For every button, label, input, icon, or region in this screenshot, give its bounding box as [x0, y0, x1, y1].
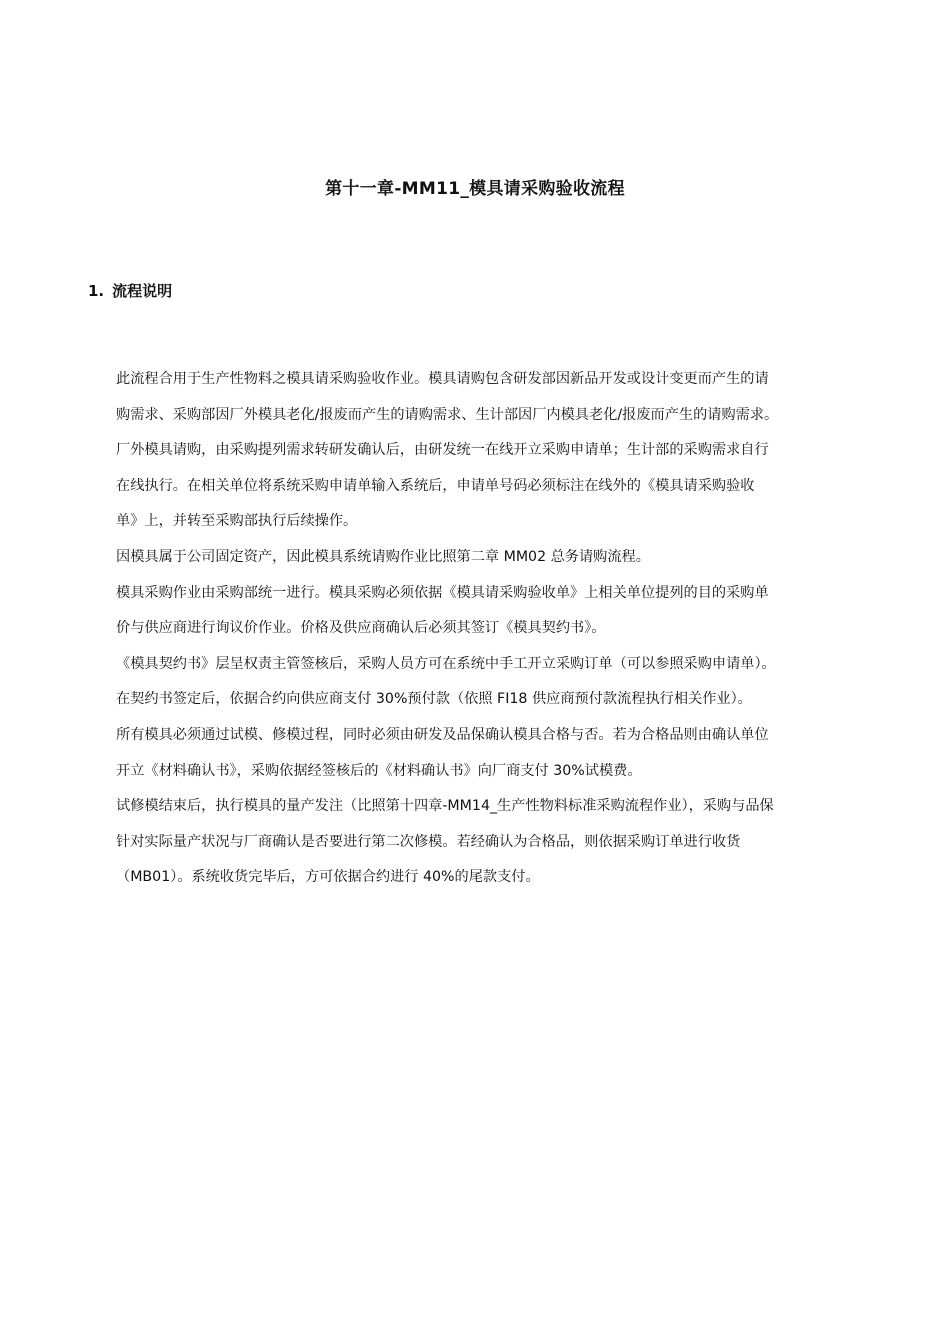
- paragraph-line: 因模具属于公司固定资产，因此模具系统请购作业比照第二章 MM02 总务请购流程。: [116, 548, 650, 565]
- section-title: 流程说明: [112, 282, 173, 300]
- section-number: 1.: [88, 282, 105, 300]
- paragraph-line: 单》上，并转至采购部执行后续操作。: [116, 513, 358, 530]
- paragraph-line: 价与供应商进行询议价作业。价格及供应商确认后必须其签订《模具契约书》。: [116, 620, 606, 637]
- paragraph-line: 针对实际量产状况与厂商确认是否要进行第二次修模。若经确认为合格品，则依据采购订单进行收货: [116, 833, 741, 850]
- paragraph-line: 此流程合用于生产性物料之模具请采购验收作业。模具请购包含研发部因新品开发或设计变更而产生的请: [116, 371, 769, 387]
- paragraph-line: 在线执行。在相关单位将系统采购申请单输入系统后，申请单号码必须标注在线外的《模具请采购验收: [116, 477, 755, 494]
- paragraph-line: 厂外模具请购，由采购提列需求转研发确认后，由研发统一在线开立采购申请单；生计部的采购需求自行: [116, 442, 769, 459]
- paragraph-line: （MB01）。系统收货完毕后，方可依据合约进行 40%的尾款支付。: [116, 869, 540, 886]
- paragraph-line: 所有模具必须通过试模、修模过程，同时必须由研发及品保确认模具合格与否。若为合格品则由确认单位: [116, 726, 769, 743]
- process-description: [116, 368, 876, 902]
- document-title: 第十一章-MM11_模具请采购验收流程: [325, 179, 625, 199]
- paragraph-line: 试修模结束后，执行模具的量产发注（比照第十四章-MM14_生产性物料标准采购流程作业），采购与品保: [116, 798, 774, 815]
- section-heading: [88, 280, 172, 301]
- paragraph-line: 《模具契约书》层呈权责主管签核后，采购人员方可在系统中手工开立采购订单（可以参照采购申请单）。: [116, 655, 776, 672]
- paragraph-line: 模具采购作业由采购部统一进行。模具采购必须依据《模具请采购验收单》上相关单位提列的目的采购单: [116, 584, 769, 601]
- paragraph-line: 购需求、采购部因厂外模具老化/报废而产生的请购需求、生计部因厂内模具老化/报废而产生的请购需求。: [116, 406, 779, 423]
- paragraph-line: 开立《材料确认书》，采购依据经签核后的《材料确认书》向厂商支付 30%试模费。: [116, 762, 642, 779]
- paragraph-line: 在契约书签定后，依据合约向供应商支付 30%预付款（依照 FI18 供应商预付款流程执行相关作业）。: [116, 691, 752, 708]
